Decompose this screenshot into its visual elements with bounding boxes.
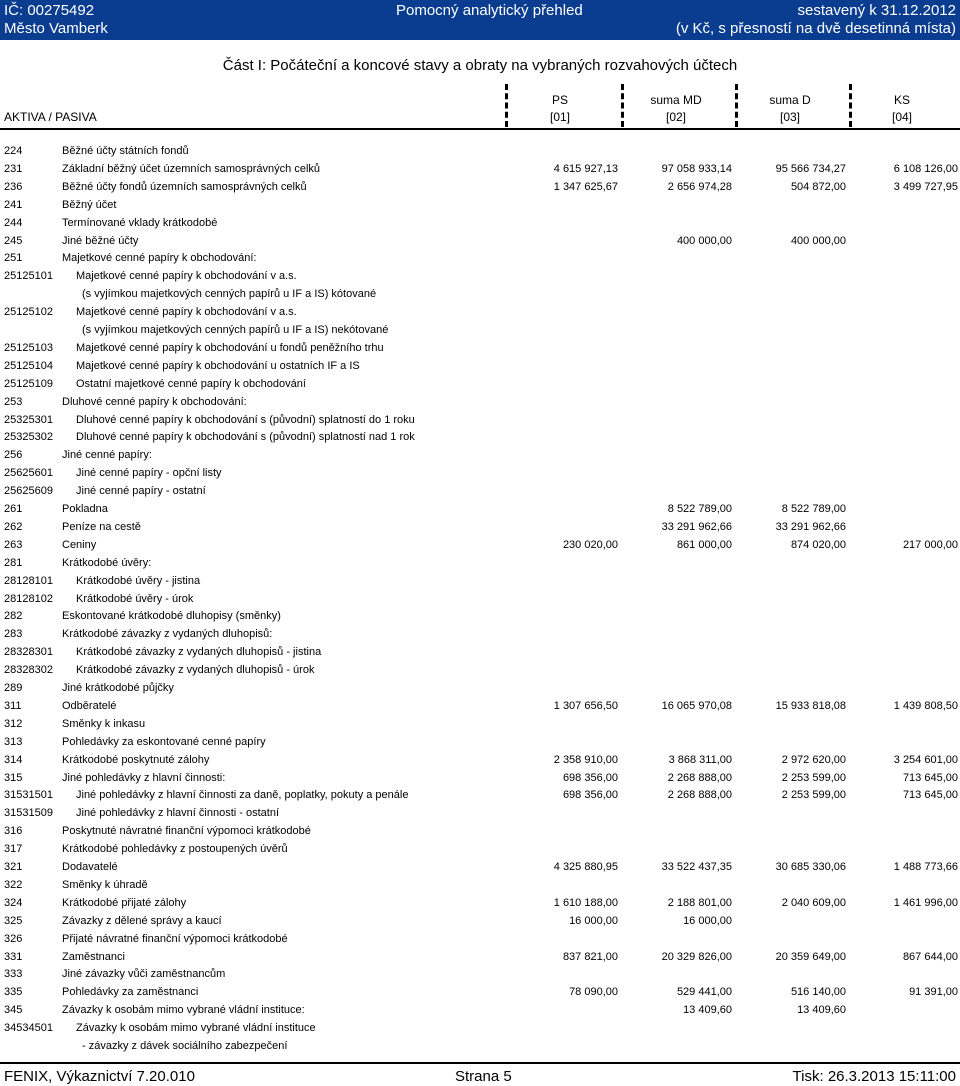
account-name: Krátkodobé úvěry - jistina [76, 574, 201, 587]
account-code: 315 [4, 771, 23, 784]
footer-print-time: Tisk: 26.3.2013 15:11:00 [792, 1068, 956, 1085]
value-ps: 1 307 656,50 [553, 699, 618, 712]
account-name: Pohledávky za eskontované cenné papíry [62, 735, 266, 748]
column-ps-code: [01] [549, 110, 570, 124]
table-row [0, 536, 960, 554]
value-ks: 713 645,00 [902, 771, 958, 784]
account-code: 244 [4, 216, 23, 229]
account-code: 25125109 [4, 377, 53, 390]
value-suma-d: 2 253 599,00 [781, 789, 846, 802]
table-row [0, 446, 960, 464]
table-row [0, 804, 960, 822]
value-ks: 867 644,00 [902, 950, 958, 963]
table-row [0, 214, 960, 232]
account-name: - závazky z dávek sociálního zabezpečení [82, 1040, 288, 1052]
value-ps: 698 356,00 [562, 789, 618, 802]
value-suma-d: 33 291 962,66 [775, 520, 846, 533]
account-name: Dluhové cenné papíry k obchodování s (původní) splatností do 1 roku [76, 413, 415, 426]
account-code: 251 [4, 252, 23, 265]
account-name: Závazky k osobám mimo vybrané vládní instituce [76, 1022, 316, 1035]
value-ps: 16 000,00 [569, 914, 618, 927]
account-name: Jiné cenné papíry: [62, 449, 152, 462]
account-code: 289 [4, 682, 23, 694]
value-suma-d: 95 566 734,27 [775, 162, 846, 175]
account-code: 317 [4, 843, 23, 856]
table-row [0, 375, 960, 393]
account-code: 28328302 [4, 664, 53, 677]
table-row [0, 160, 960, 178]
column-suma-d: suma D [769, 93, 811, 107]
table-row [0, 965, 960, 983]
value-suma-d: 400 000,00 [790, 234, 846, 247]
value-suma-md: 16 065 970,08 [661, 699, 732, 712]
account-code: 316 [4, 825, 23, 838]
account-name: Dodavatelé [62, 861, 118, 873]
account-code: 25325301 [4, 413, 53, 426]
value-ps: 2 358 910,00 [553, 753, 618, 766]
table-row [0, 894, 960, 912]
account-code: 322 [4, 878, 23, 891]
account-code: 25625601 [4, 467, 53, 480]
account-code: 34534501 [4, 1022, 53, 1035]
column-suma-d-code: [03] [779, 110, 800, 124]
table-row [0, 321, 960, 339]
account-code: 283 [4, 628, 23, 641]
table-row [0, 751, 960, 769]
column-suma-md: suma MD [650, 93, 702, 107]
report-title: Pomocný analytický přehled [396, 2, 583, 19]
report-date: sestavený k 31.12.2012 [797, 2, 956, 19]
table-row [0, 643, 960, 661]
column-divider [621, 84, 624, 127]
value-suma-md: 20 329 826,00 [661, 950, 732, 963]
value-suma-md: 8 522 789,00 [667, 503, 732, 515]
value-ks: 3 499 727,95 [893, 180, 958, 193]
organization-name: Město Vamberk [4, 20, 108, 37]
table-row [0, 1001, 960, 1019]
value-suma-md: 97 058 933,14 [661, 162, 732, 175]
value-ps: 4 325 880,95 [553, 861, 618, 873]
account-code: 324 [4, 896, 23, 909]
account-name: Dluhové cenné papíry k obchodování: [62, 395, 247, 408]
account-code: 321 [4, 861, 23, 873]
account-code: 311 [4, 699, 22, 712]
account-name: Krátkodobé úvěry - úrok [76, 592, 194, 605]
column-ks: KS [893, 93, 910, 107]
table-row [0, 393, 960, 411]
value-ps: 78 090,00 [569, 986, 618, 999]
table-row [0, 661, 960, 679]
table-row [0, 948, 960, 966]
table-row [0, 178, 960, 196]
account-name: Jiné krátkodobé půjčky [62, 682, 174, 694]
account-name: Jiné pohledávky z hlavní činnosti - ostatní [76, 807, 280, 820]
ico: IČ: 00275492 [4, 2, 95, 19]
header-rule [0, 128, 960, 130]
table-row [0, 518, 960, 536]
account-name: Závazky k osobám mimo vybrané vládní instituce: [62, 1004, 305, 1017]
account-code: 31531501 [4, 789, 53, 802]
table-row [0, 572, 960, 590]
account-code: 241 [4, 198, 23, 211]
table-row [0, 607, 960, 625]
value-suma-md: 529 441,00 [676, 986, 732, 999]
account-code: 25625609 [4, 485, 53, 498]
account-name: Pokladna [62, 503, 108, 515]
account-code: 331 [4, 950, 23, 963]
account-name: Ceniny [62, 538, 97, 551]
column-ps: PS [551, 93, 568, 107]
account-code: 313 [4, 735, 23, 748]
account-code: 28128101 [4, 574, 53, 587]
account-name: Běžný účet [62, 198, 117, 211]
account-name: Peníze na cestě [62, 520, 141, 533]
table-row [0, 1037, 960, 1055]
account-name: Krátkodobé přijaté zálohy [62, 896, 187, 909]
account-name: Krátkodobé závazky z vydaných dluhopisů - úrok [76, 664, 315, 677]
table-row [0, 357, 960, 375]
table-row [0, 554, 960, 572]
table-row [0, 428, 960, 446]
value-ks: 3 254 601,00 [893, 753, 958, 766]
account-name: Pohledávky za zaměstnanci [62, 986, 199, 999]
account-code: 282 [4, 610, 23, 623]
account-name: Směnky k inkasu [62, 717, 146, 730]
table-row [0, 196, 960, 214]
account-name: Základní běžný účet územních samosprávných celků [62, 162, 321, 175]
table-row [0, 697, 960, 715]
account-name: Krátkodobé poskytnuté zálohy [62, 753, 210, 766]
account-code: 253 [4, 395, 23, 408]
account-code: 326 [4, 932, 23, 945]
table-row [0, 500, 960, 518]
account-code: 25325302 [4, 431, 53, 444]
table-row [0, 822, 960, 840]
account-code: 325 [4, 914, 23, 927]
table-row [0, 1019, 960, 1037]
account-name: Krátkodobé pohledávky z postoupených úvěrů [62, 843, 288, 856]
table-row [0, 983, 960, 1001]
value-ps: 837 821,00 [562, 950, 618, 963]
value-ps: 230 020,00 [562, 538, 618, 551]
account-name: Eskontované krátkodobé dluhopisy (směnky) [62, 610, 281, 623]
value-suma-md: 16 000,00 [683, 914, 732, 927]
table-row [0, 912, 960, 930]
account-name: Krátkodobé úvěry: [62, 556, 152, 569]
account-name: Poskytnuté návratné finanční výpomoci krátkodobé [62, 825, 311, 838]
account-name: Jiné závazky vůči zaměstnancům [62, 968, 226, 981]
table-row [0, 285, 960, 303]
account-code: 231 [4, 162, 23, 175]
account-name: Majetkové cenné papíry k obchodování: [62, 252, 257, 265]
table-row [0, 930, 960, 948]
account-name: Krátkodobé závazky z vydaných dluhopisů: [62, 628, 273, 641]
table-row [0, 411, 960, 429]
value-suma-d: 20 359 649,00 [775, 950, 846, 963]
value-ks: 1 488 773,66 [893, 861, 958, 873]
column-label-assets-liabilities: AKTIVA / PASIVA [4, 110, 97, 124]
account-name: Zaměstnanci [62, 950, 125, 963]
value-ks: 91 391,00 [909, 986, 958, 999]
column-suma-md-code: [02] [665, 110, 686, 124]
account-code: 245 [4, 234, 23, 247]
value-suma-md: 33 522 437,35 [661, 861, 732, 873]
footer-software: FENIX, Výkaznictví 7.20.010 [4, 1068, 195, 1085]
table-row [0, 733, 960, 751]
value-ps: 698 356,00 [562, 771, 618, 784]
account-code: 263 [4, 538, 23, 551]
value-suma-md: 3 868 311,00 [668, 753, 732, 766]
account-name: Odběratelé [62, 699, 117, 712]
header-band [0, 0, 960, 40]
value-suma-d: 516 140,00 [790, 986, 846, 999]
value-suma-d: 8 522 789,00 [781, 503, 846, 515]
account-name: Majetkové cenné papíry k obchodování u ostatních IF a IS [76, 359, 360, 372]
value-suma-d: 2 972 620,00 [781, 753, 846, 766]
value-ks: 217 000,00 [902, 538, 958, 551]
value-ks: 713 645,00 [902, 789, 958, 802]
section-title: Část I: Počáteční a koncové stavy a obraty na vybraných rozvahových účtech [222, 57, 738, 74]
value-ps: 4 615 927,13 [553, 162, 618, 175]
value-suma-d: 874 020,00 [790, 538, 846, 551]
account-name: Jiné pohledávky z hlavní činnosti: [62, 771, 226, 784]
account-name: (s vyjímkou majetkových cenných papírů u IF a IS) kótované [82, 288, 377, 301]
table-row [0, 858, 960, 876]
account-code: 314 [4, 753, 23, 766]
account-code: 31531509 [4, 807, 53, 820]
footer-rule [0, 1062, 960, 1064]
table-row [0, 303, 960, 321]
account-code: 28328301 [4, 646, 53, 659]
table-row [0, 339, 960, 357]
account-code: 224 [4, 145, 23, 157]
value-ks: 1 461 996,00 [893, 896, 958, 909]
value-suma-md: 33 291 962,66 [661, 520, 732, 533]
account-name: Směnky k úhradě [62, 878, 148, 891]
account-name: Majetkové cenné papíry k obchodování v a.s. [76, 306, 297, 319]
account-name: Termínované vklady krátkodobé [62, 216, 218, 229]
value-suma-md: 861 000,00 [676, 538, 732, 551]
value-suma-d: 15 933 818,08 [775, 699, 846, 712]
value-suma-md: 2 268 888,00 [667, 771, 732, 784]
value-suma-d: 504 872,00 [790, 180, 846, 193]
value-ps: 1 610 188,00 [553, 896, 618, 909]
account-name: Ostatní majetkové cenné papíry k obchodování [76, 377, 306, 390]
account-code: 256 [4, 449, 23, 462]
table-row [0, 679, 960, 697]
value-suma-md: 2 268 888,00 [667, 789, 732, 802]
account-name: Jiné cenné papíry - opční listy [76, 467, 222, 480]
table-row [0, 786, 960, 804]
column-divider [735, 84, 738, 127]
account-name: Majetkové cenné papíry k obchodování u fondů peněžního trhu [76, 341, 384, 354]
account-code: 312 [4, 717, 23, 730]
account-name: Jiné pohledávky z hlavní činnosti za daně, poplatky, pokuty a penále [76, 789, 409, 802]
table-row [0, 249, 960, 267]
account-code: 335 [4, 986, 23, 999]
value-ks: 6 108 126,00 [893, 162, 958, 175]
footer-page: Strana 5 [455, 1068, 512, 1085]
table-row [0, 840, 960, 858]
table-row [0, 267, 960, 285]
table-row [0, 715, 960, 733]
table-row [0, 464, 960, 482]
account-code: 281 [4, 556, 23, 569]
value-suma-md: 13 409,60 [683, 1004, 732, 1017]
account-name: Jiné běžné účty [62, 234, 139, 247]
value-suma-d: 30 685 330,06 [775, 861, 846, 873]
account-name: Přijaté návratné finanční výpomoci krátkodobé [62, 932, 288, 945]
table-row [0, 232, 960, 250]
table-row [0, 142, 960, 160]
value-suma-md: 400 000,00 [676, 234, 732, 247]
account-code: 261 [4, 503, 23, 515]
account-code: 236 [4, 180, 23, 193]
value-ps: 1 347 625,67 [553, 180, 618, 193]
value-ks: 1 439 808,50 [893, 699, 958, 712]
account-name: (s vyjímkou majetkových cenných papírů u IF a IS) nekótované [82, 324, 389, 336]
account-name: Krátkodobé závazky z vydaných dluhopisů - jistina [76, 646, 322, 659]
table-row [0, 625, 960, 643]
account-code: 345 [4, 1004, 23, 1017]
account-code: 262 [4, 520, 23, 533]
column-divider [505, 84, 508, 127]
account-code: 25125103 [4, 341, 53, 354]
table-row [0, 482, 960, 500]
account-code: 25125104 [4, 359, 53, 372]
account-code: 333 [4, 968, 23, 981]
column-divider [849, 84, 852, 127]
account-code: 25125102 [4, 306, 53, 319]
account-name: Majetkové cenné papíry k obchodování v a.s. [76, 270, 297, 283]
account-code: 28128102 [4, 592, 53, 605]
account-name: Dluhové cenné papíry k obchodování s (původní) splatností nad 1 rok [76, 431, 415, 444]
value-suma-d: 2 253 599,00 [781, 771, 846, 784]
table-row [0, 590, 960, 608]
account-name: Jiné cenné papíry - ostatní [76, 485, 206, 498]
account-name: Běžné účty fondů územních samosprávných celků [62, 180, 307, 193]
account-code: 25125101 [4, 270, 53, 283]
value-suma-d: 13 409,60 [797, 1004, 846, 1017]
column-ks-code: [04] [891, 110, 912, 124]
account-name: Běžné účty státních fondů [62, 145, 189, 157]
value-suma-d: 2 040 609,00 [781, 896, 846, 909]
table-row [0, 769, 960, 787]
value-suma-md: 2 656 974,28 [667, 180, 732, 193]
units-note: (v Kč, s přesností na dvě desetinná místa) [675, 20, 956, 37]
table-row [0, 876, 960, 894]
account-name: Závazky z dělené správy a kaucí [62, 914, 222, 927]
value-suma-md: 2 188 801,00 [667, 896, 732, 909]
